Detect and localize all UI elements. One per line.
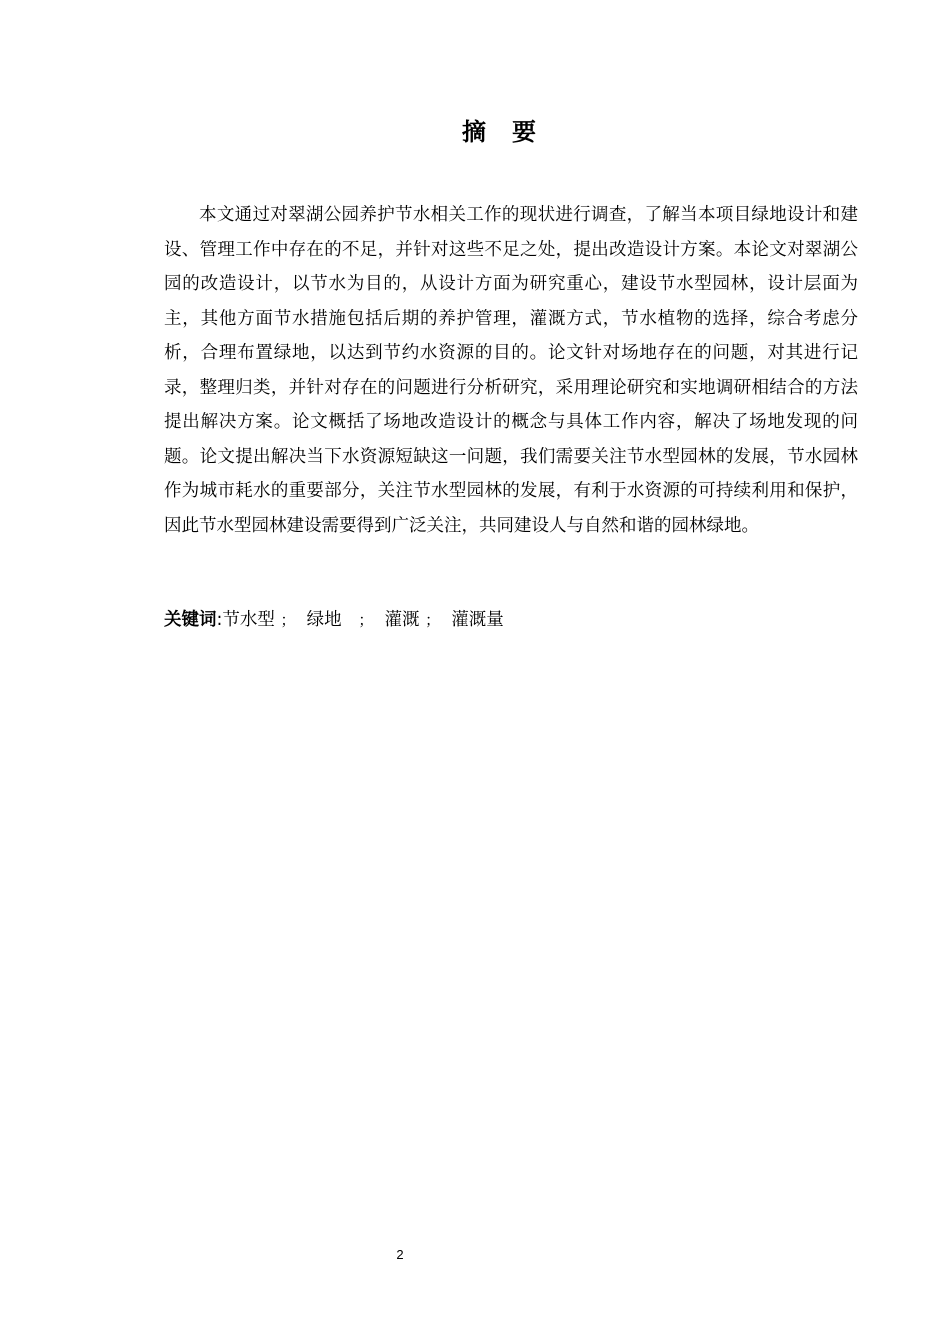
keyword-separator: ； bbox=[425, 611, 441, 629]
page-number: 2 bbox=[396, 1247, 404, 1262]
keywords-colon: : bbox=[216, 610, 223, 630]
keyword-item: 灌溉量 bbox=[451, 610, 504, 630]
keyword-item: 节水型 bbox=[222, 610, 275, 630]
keyword-item: 灌溉 bbox=[384, 610, 420, 630]
keyword-separator: ； bbox=[358, 611, 374, 629]
keywords-label: 关键词 bbox=[164, 610, 217, 630]
abstract-title: 摘要 bbox=[462, 117, 562, 146]
keywords-line bbox=[164, 606, 858, 634]
abstract-body: 本文通过对翠湖公园养护节水相关工作的现状进行调查，了解当本项目绿地设计和建设、管理工作中存在的不足，并针对这些不足之处，提出改造设计方案。本论文对翠湖公园的改造设计，以节水为目的，从设计方面为研究重心，建设节水型园林，设计层面为主，其他方面节水措施包括后期的养护管理，灌溉方式，节水植物的选择，综合考虑分析，合理布置绿地，以达到节约水资源的目的。论文针对场地存在的问题，对其进行记录，整理归类，并针对存在的问题进行分析研究，采用理论研究和实地调研相结合的方法提出解决方案。论文概括了场地改造设计的概念与具体工作内容，解决了场地发现的问题。论文提出解决当下水资源短缺这一问题，我们需要关注节水型园林的发展，节水园林作为城市耗水的重要部分，关注节水型园林的发展，有利于水资源的可持续利用和保护，因此节水型园林建设需要得到广泛关注，共同建设人与自然和谐的园林绿地。 bbox=[164, 205, 858, 536]
keyword-separator: ； bbox=[280, 611, 296, 629]
keyword-item: 绿地 bbox=[306, 610, 342, 630]
